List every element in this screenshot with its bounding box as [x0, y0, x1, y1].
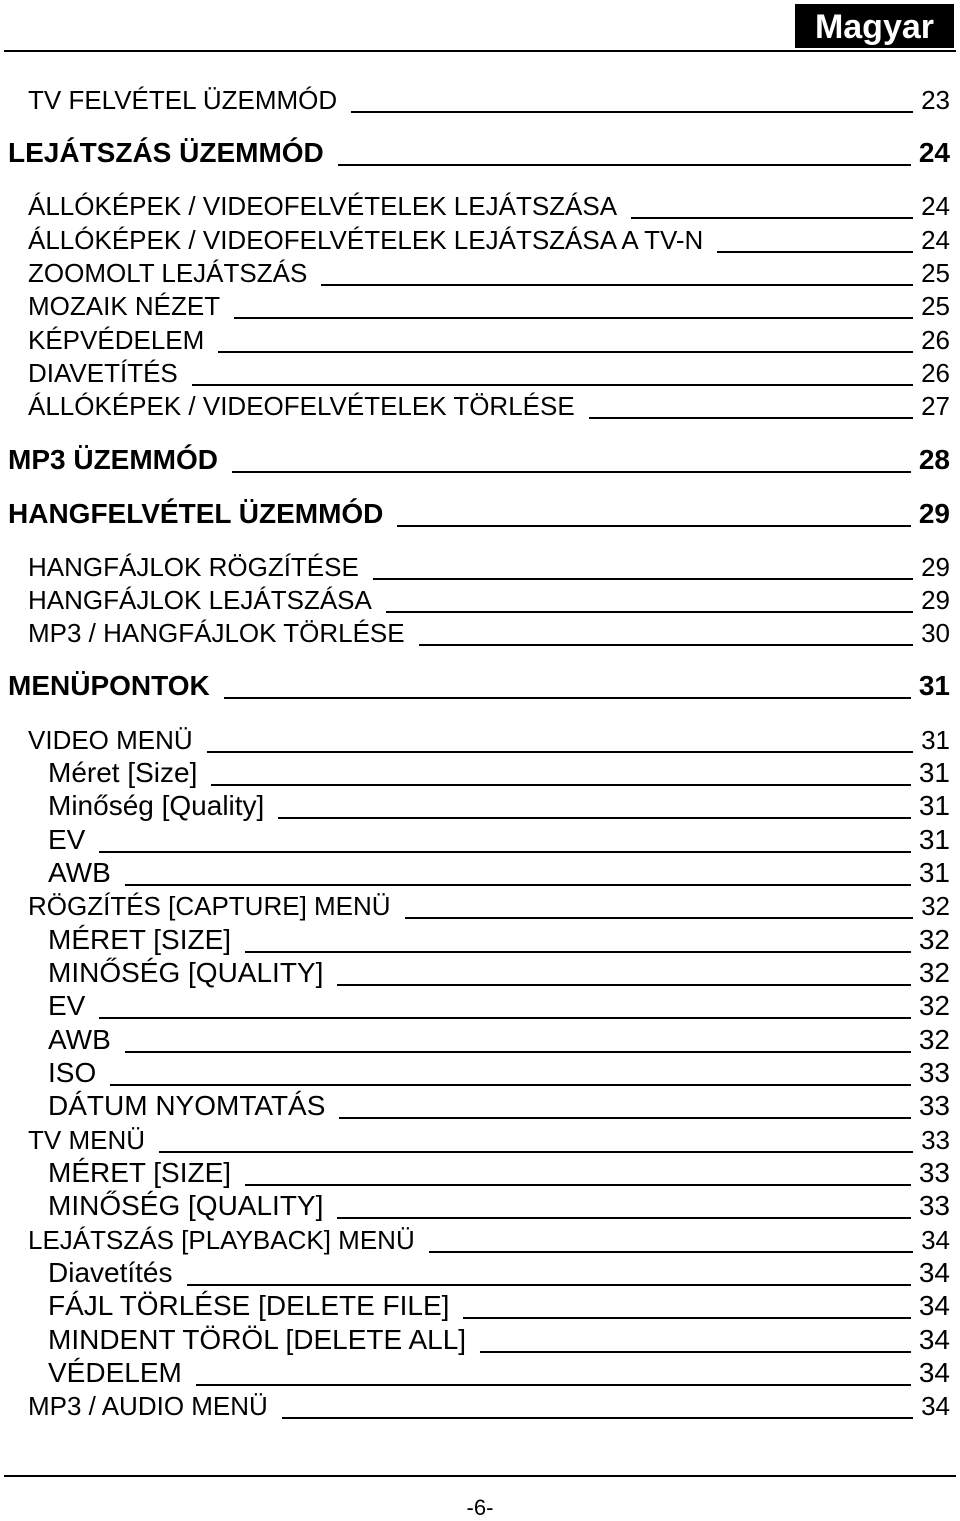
- toc-entry[interactable]: [28, 892, 950, 922]
- toc-entry-page: 33: [918, 1057, 950, 1088]
- toc-leader-line: [351, 111, 913, 113]
- toc-leader-line: [245, 951, 911, 953]
- toc-entry-label: VÉDELEM: [48, 1357, 182, 1388]
- toc-entry-label: LEJÁTSZÁS [PLAYBACK] MENÜ: [28, 1225, 415, 1255]
- toc-entry-label: Minőség [Quality]: [48, 790, 265, 821]
- toc-entry-page: 32: [918, 957, 950, 988]
- toc-leader-line: [339, 1117, 910, 1119]
- toc-entry[interactable]: [28, 553, 950, 583]
- toc-entry[interactable]: [28, 292, 950, 322]
- toc-entry[interactable]: [28, 392, 950, 422]
- toc-entry[interactable]: [28, 259, 950, 289]
- toc-entry-label: MINDENT TÖRÖL [DELETE ALL]: [48, 1324, 467, 1355]
- toc-entry-label: EV: [48, 990, 86, 1021]
- toc-leader-line: [99, 1017, 910, 1019]
- toc-entry-page: 25: [921, 258, 950, 288]
- toc-entry-page: 33: [918, 1190, 950, 1221]
- toc-entry-page: 30: [921, 618, 950, 648]
- toc-entry-page: 34: [918, 1324, 950, 1355]
- toc-entry-page: 25: [921, 291, 950, 321]
- toc-entry-label: DIAVETÍTÉS: [28, 358, 178, 388]
- toc-entry-page: 28: [918, 444, 950, 475]
- toc-entry[interactable]: [48, 857, 950, 889]
- toc-entry-page: 29: [921, 552, 950, 582]
- toc-leader-line: [234, 317, 913, 319]
- toc-leader-line: [405, 917, 914, 919]
- toc-entry-label: Méret [Size]: [48, 757, 198, 788]
- toc-entry-label: AWB: [48, 857, 111, 888]
- toc-entry-page: 24: [918, 137, 950, 168]
- toc-entry-page: 33: [918, 1157, 950, 1188]
- toc-entry-label: AWB: [48, 1024, 111, 1055]
- toc-entry-page: 26: [921, 358, 950, 388]
- toc-entry-label: MP3 / AUDIO MENÜ: [28, 1391, 268, 1421]
- toc-leader-line: [110, 1084, 911, 1086]
- toc-entry-label: MENÜPONTOK: [8, 670, 210, 701]
- toc-entry[interactable]: [48, 824, 950, 856]
- toc-entry-label: ÁLLÓKÉPEK / VIDEOFELVÉTELEK LEJÁTSZÁSA: [28, 191, 618, 221]
- toc-entry[interactable]: [28, 326, 950, 356]
- toc-leader-line: [125, 1051, 911, 1053]
- toc-leader-line: [211, 784, 910, 786]
- toc-leader-line: [429, 1251, 913, 1253]
- toc-entry[interactable]: [28, 1226, 950, 1256]
- toc-leader-line: [196, 1384, 911, 1386]
- toc-entry[interactable]: [48, 1090, 950, 1122]
- toc-entry-page: 31: [918, 670, 950, 701]
- toc-entry[interactable]: [28, 726, 950, 756]
- toc-entry-label: TV MENÜ: [28, 1125, 145, 1155]
- toc-leader-line: [717, 251, 913, 253]
- toc-entry-label: MOZAIK NÉZET: [28, 291, 221, 321]
- toc-entry-label: DÁTUM NYOMTATÁS: [48, 1090, 326, 1121]
- toc-leader-line: [397, 525, 910, 527]
- page-number: -6-: [466, 1495, 494, 1520]
- toc-entry-page: 23: [921, 85, 950, 115]
- header-divider: [4, 50, 956, 52]
- toc-entry-label: MÉRET [SIZE]: [48, 924, 232, 955]
- toc-entry-page: 31: [918, 857, 950, 888]
- toc-entry[interactable]: [28, 359, 950, 389]
- toc-entry-page: 24: [921, 191, 950, 221]
- toc-entry[interactable]: [28, 586, 950, 616]
- toc-entry-page: 34: [918, 1290, 950, 1321]
- toc-entry-label: MÉRET [SIZE]: [48, 1157, 232, 1188]
- toc-entry-page: 33: [921, 1125, 950, 1155]
- toc-entry-label: MP3 ÜZEMMÓD: [8, 444, 218, 475]
- toc-entry[interactable]: [48, 1190, 950, 1222]
- toc-leader-line: [337, 984, 910, 986]
- footer-divider: [4, 1475, 956, 1477]
- toc-entry-label: ISO: [48, 1057, 97, 1088]
- toc-entry-label: HANGFELVÉTEL ÜZEMMÓD: [8, 498, 384, 529]
- toc-leader-line: [373, 578, 913, 580]
- toc-entry[interactable]: [28, 86, 950, 116]
- toc-entry[interactable]: [8, 498, 950, 530]
- toc-entry-page: 32: [918, 990, 950, 1021]
- toc-entry-page: 34: [921, 1391, 950, 1421]
- toc-entry[interactable]: [28, 619, 950, 649]
- toc-entry-page: 27: [921, 391, 950, 421]
- toc-leader-line: [589, 417, 913, 419]
- toc-entry[interactable]: [48, 1057, 950, 1089]
- toc-entry[interactable]: [8, 444, 950, 476]
- toc-leader-line: [337, 1217, 910, 1219]
- toc-leader-line: [278, 817, 911, 819]
- toc-entry-label: EV: [48, 824, 86, 855]
- toc-leader-line: [207, 751, 913, 753]
- toc-entry[interactable]: [48, 1324, 950, 1356]
- toc-entry[interactable]: [48, 1157, 950, 1189]
- toc-leader-line: [338, 164, 911, 166]
- toc-entry-page: 32: [918, 924, 950, 955]
- toc-entry-label: VIDEO MENÜ: [28, 725, 193, 755]
- toc-entry-label: MP3 / HANGFÁJLOK TÖRLÉSE: [28, 618, 405, 648]
- toc-leader-line: [419, 644, 913, 646]
- toc-leader-line: [321, 284, 913, 286]
- toc-entry[interactable]: [48, 1357, 950, 1389]
- toc-leader-line: [187, 1284, 911, 1286]
- toc-entry-page: 34: [921, 1225, 950, 1255]
- toc-entry-page: 31: [921, 725, 950, 755]
- toc-leader-line: [282, 1417, 913, 1419]
- toc-entry[interactable]: [28, 192, 950, 222]
- toc-entry-label: MINŐSÉG [QUALITY]: [48, 1190, 324, 1221]
- toc-entry-label: HANGFÁJLOK LEJÁTSZÁSA: [28, 585, 372, 615]
- toc-entry-label: ZOOMOLT LEJÁTSZÁS: [28, 258, 308, 288]
- toc-entry-page: 29: [921, 585, 950, 615]
- toc-entry[interactable]: [48, 1290, 950, 1322]
- toc-entry-label: ÁLLÓKÉPEK / VIDEOFELVÉTELEK LEJÁTSZÁSA A TV-N: [28, 225, 704, 255]
- toc-leader-line: [480, 1351, 911, 1353]
- toc-entry-label: TV FELVÉTEL ÜZEMMÓD: [28, 85, 338, 115]
- toc-entry-page: 29: [918, 498, 950, 529]
- toc-entry-page: 33: [918, 1090, 950, 1121]
- toc-entry[interactable]: [48, 790, 950, 822]
- toc-entry-label: RÖGZÍTÉS [CAPTURE] MENÜ: [28, 891, 391, 921]
- toc-entry[interactable]: [28, 226, 950, 256]
- toc-entry[interactable]: [8, 137, 950, 169]
- toc-entry-page: 31: [918, 757, 950, 788]
- toc-entry[interactable]: [48, 757, 950, 789]
- toc-entry-label: LEJÁTSZÁS ÜZEMMÓD: [8, 137, 324, 168]
- toc-entry-page: 31: [918, 824, 950, 855]
- toc-entry-page: 31: [918, 790, 950, 821]
- toc-entry[interactable]: [28, 1392, 950, 1422]
- toc-entry-page: 32: [918, 1024, 950, 1055]
- toc-leader-line: [463, 1317, 910, 1319]
- toc-entry[interactable]: [48, 990, 950, 1022]
- toc-leader-line: [386, 611, 913, 613]
- toc-entry-page: 34: [918, 1357, 950, 1388]
- toc-leader-line: [224, 697, 911, 699]
- toc-entry[interactable]: [48, 924, 950, 956]
- toc-leader-line: [232, 471, 911, 473]
- toc-entry[interactable]: [48, 957, 950, 989]
- toc-entry-page: 24: [921, 225, 950, 255]
- toc-entry-label: KÉPVÉDELEM: [28, 325, 205, 355]
- toc-entry[interactable]: [48, 1024, 950, 1056]
- toc-leader-line: [125, 884, 911, 886]
- language-badge: Magyar: [795, 4, 954, 48]
- toc-leader-line: [192, 384, 913, 386]
- toc-leader-line: [99, 851, 910, 853]
- toc-leader-line: [218, 351, 913, 353]
- toc-entry-label: FÁJL TÖRLÉSE [DELETE FILE]: [48, 1290, 450, 1321]
- toc-leader-line: [631, 217, 913, 219]
- toc-entry[interactable]: [28, 1126, 950, 1156]
- toc-entry-label: Diavetítés: [48, 1257, 173, 1288]
- toc-entry[interactable]: [8, 670, 950, 702]
- toc-entry[interactable]: [48, 1257, 950, 1289]
- toc-entry-label: ÁLLÓKÉPEK / VIDEOFELVÉTELEK TÖRLÉSE: [28, 391, 575, 421]
- toc-entry-label: MINŐSÉG [QUALITY]: [48, 957, 324, 988]
- toc-entry-page: 34: [918, 1257, 950, 1288]
- toc-leader-line: [245, 1184, 911, 1186]
- toc-leader-line: [159, 1151, 913, 1153]
- toc-entry-label: HANGFÁJLOK RÖGZÍTÉSE: [28, 552, 359, 582]
- toc-entry-page: 26: [921, 325, 950, 355]
- toc-entry-page: 32: [921, 891, 950, 921]
